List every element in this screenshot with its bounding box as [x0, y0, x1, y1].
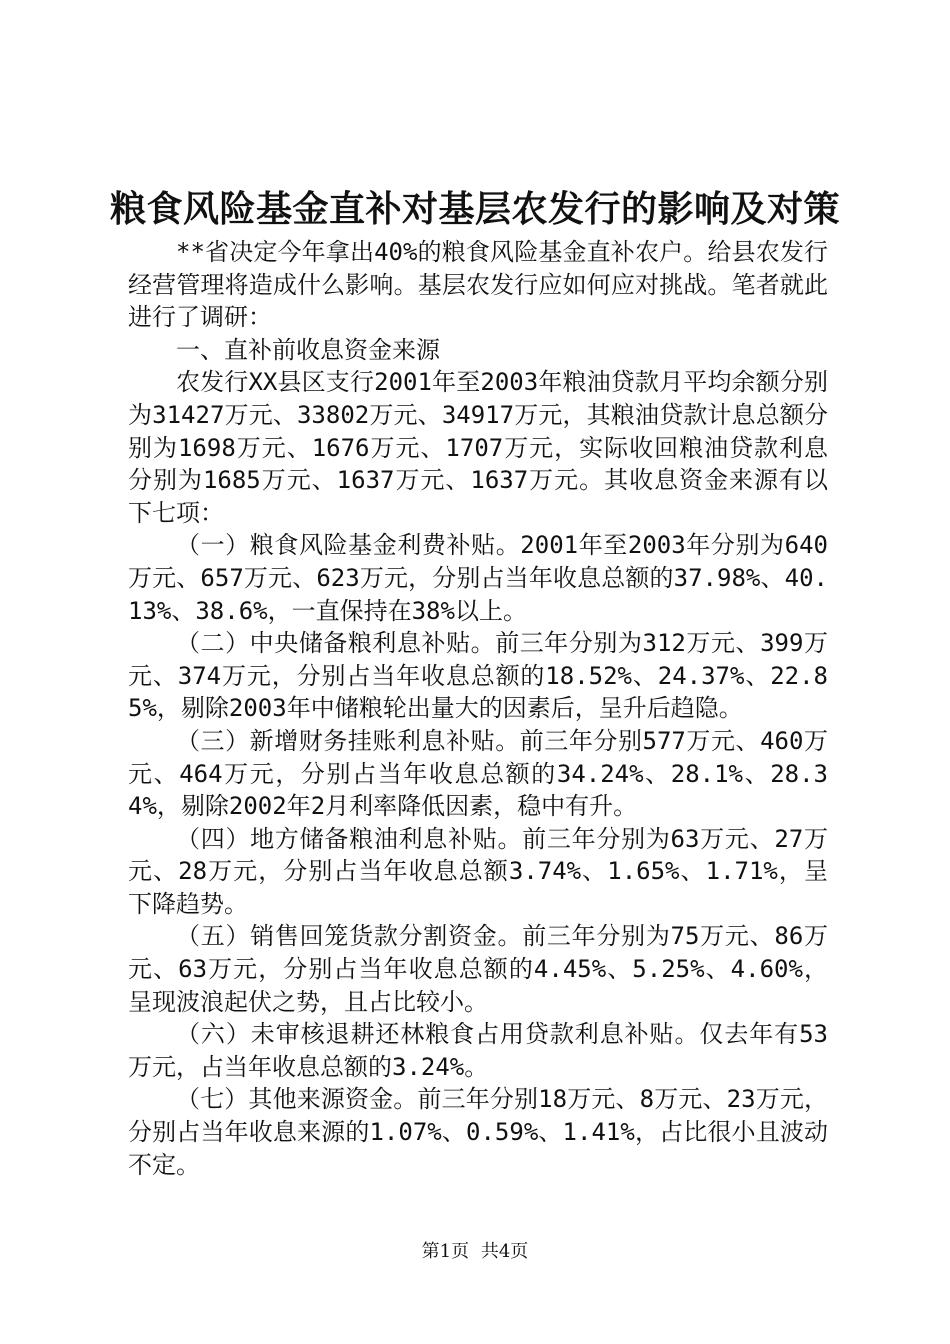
page-total: 共4页: [480, 1241, 529, 1262]
paragraph-item-3: （三）新增财务挂账利息补贴。前三年分别577万元、460万元、464万元，分别占当年收息总额的34.24%、28.1%、28.34%，剔除2002年2月利率降低因素，稳中有升。: [128, 726, 828, 821]
paragraph-item-4: （四）地方储备粮油利息补贴。前三年分别为63万元、27万元、28万元，分别占当年收息总额3.74%、1.65%、1.71%，呈下降趋势。: [128, 824, 828, 918]
paragraph-item-5: （五）销售回笼货款分割资金。前三年分别为75万元、86万元、63万元，分别占当年收息总额的4.45%、5.25%、4.60%，呈现波浪起伏之势，且占比较小。: [128, 922, 828, 1016]
paragraph-item-6: （六）未审核退耕还林粮食占用贷款利息补贴。仅去年有53万元，占当年收息总额的3.24%。: [128, 1020, 828, 1081]
document-title: 粮食风险基金直补对基层农发行的影响及对策: [109, 188, 840, 230]
paragraph-item-2: （二）中央储备粮利息补贴。前三年分别为312万元、399万元、374万元，分别占当年收息总额的18.52%、24.37%、22.85%，剔除2003年中储粮轮出量大的因素后，呈升后趋隐。: [128, 629, 828, 723]
paragraph-intro: **省决定今年拿出40%的粮食风险基金直补农户。给县农发行经营管理将造成什么影响。基层农发行应如何应对挑战。笔者就此进行了调研：: [128, 238, 828, 332]
paragraph-item-7: （七）其他来源资金。前三年分别18万元、8万元、23万元，分别占当年收息来源的1.07%、0.59%、1.41%，占比很小且波动不定。: [128, 1085, 828, 1179]
paragraph-item-1: （一）粮食风险基金利费补贴。2001年至2003年分别为640万元、657万元、623万元，分别占当年收息总额的37.98%、40.13%、38.6%，一直保持在38%以上。: [128, 531, 828, 625]
section-heading: 一、直补前收息资金来源: [176, 335, 440, 364]
paragraph-overview: 农发行XX县区支行2001年至2003年粮油贷款月平均余额分别为31427万元、33802万元、34917万元，其粮油贷款计息总额分别为1698万元、1676万元、1707万元，实际收回粮油贷款利息分别为1685万元、1637万元、1637万元。其收息资金来源有以下七项：: [128, 368, 828, 527]
document-body: [128, 236, 828, 1181]
page-footer: [0, 1240, 950, 1264]
page-number: 第1页: [421, 1241, 470, 1262]
